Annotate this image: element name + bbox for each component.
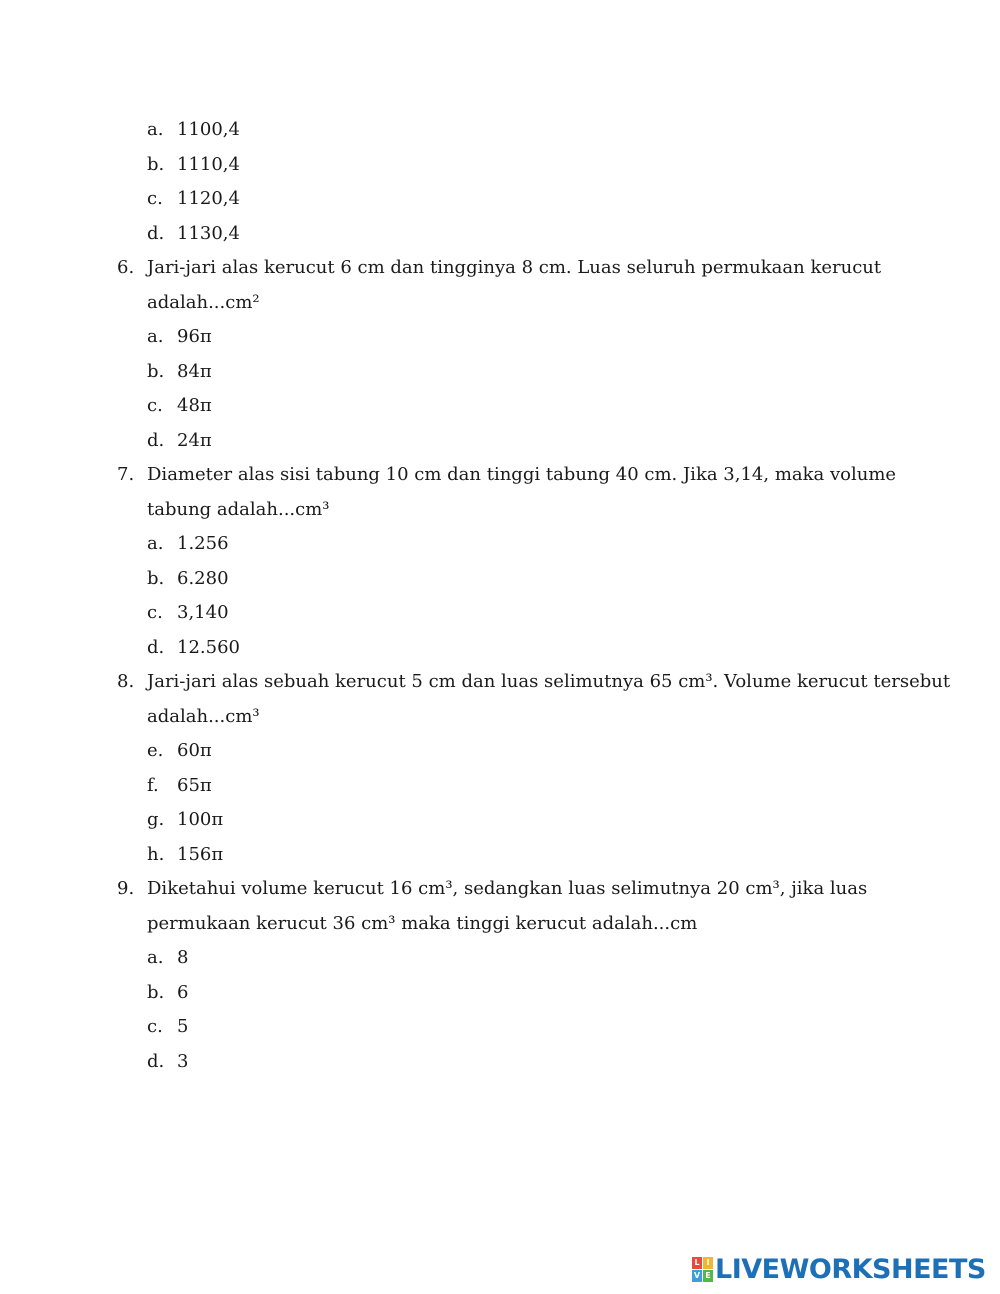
question-text-line2: tabung adalah...cm³ xyxy=(147,499,330,520)
option-text: 12.560 xyxy=(177,637,240,658)
option-text: 3,140 xyxy=(177,602,229,623)
option-text: 65π xyxy=(177,775,212,796)
option-text: 1.256 xyxy=(177,533,229,554)
logo-mark-icon: L I V E xyxy=(692,1257,712,1281)
option-letter: d. xyxy=(147,1051,165,1072)
question-number: 6. xyxy=(117,257,135,278)
option-letter: a. xyxy=(147,326,164,347)
option-text: 96π xyxy=(177,326,212,347)
question-number: 7. xyxy=(117,464,135,485)
option-letter: d. xyxy=(147,637,165,658)
question-text-line1: Diameter alas sisi tabung 10 cm dan tinggi tabung 40 cm. Jika 3,14, maka volume xyxy=(147,464,897,485)
option-text: 6.280 xyxy=(177,568,229,589)
option-text: 1110,4 xyxy=(177,154,240,175)
option-letter: b. xyxy=(147,568,165,589)
option-text: 60π xyxy=(177,740,212,761)
question-number: 8. xyxy=(117,671,135,692)
question-text-line1: Diketahui volume kerucut 16 cm³, sedangkan luas selimutnya 20 cm³, jika luas xyxy=(147,878,868,899)
question-text-line2: permukaan kerucut 36 cm³ maka tinggi kerucut adalah...cm xyxy=(147,913,698,934)
option-text: 1100,4 xyxy=(177,119,240,140)
logo-text: LIVEWORKSHEETS xyxy=(715,1253,986,1285)
option-letter: d. xyxy=(147,430,165,451)
option-letter: h. xyxy=(147,844,165,865)
option-text: 5 xyxy=(177,1016,189,1037)
option-text: 84π xyxy=(177,361,212,382)
option-letter: c. xyxy=(147,1016,163,1037)
option-letter: a. xyxy=(147,947,164,968)
option-letter: c. xyxy=(147,188,163,209)
option-text: 100π xyxy=(177,809,224,830)
option-letter: b. xyxy=(147,361,165,382)
liveworksheets-logo[interactable] xyxy=(692,1254,986,1284)
option-letter: b. xyxy=(147,154,165,175)
option-letter: e. xyxy=(147,740,164,761)
option-letter: a. xyxy=(147,119,164,140)
option-letter: c. xyxy=(147,395,163,416)
option-text: 156π xyxy=(177,844,224,865)
question-text-line1: Jari-jari alas kerucut 6 cm dan tingginya 8 cm. Luas seluruh permukaan kerucut xyxy=(147,257,882,278)
option-text: 48π xyxy=(177,395,212,416)
option-letter: g. xyxy=(147,809,165,830)
question-number: 9. xyxy=(117,878,135,899)
question-text-line2: adalah...cm² xyxy=(147,292,260,313)
option-letter: a. xyxy=(147,533,164,554)
option-text: 1120,4 xyxy=(177,188,240,209)
option-letter: b. xyxy=(147,982,165,1003)
question-text-line1: Jari-jari alas sebuah kerucut 5 cm dan luas selimutnya 65 cm³. Volume kerucut tersebut xyxy=(147,671,951,692)
option-letter: d. xyxy=(147,223,165,244)
option-text: 6 xyxy=(177,982,189,1003)
option-text: 3 xyxy=(177,1051,189,1072)
option-letter: f. xyxy=(147,775,159,796)
option-text: 1130,4 xyxy=(177,223,240,244)
option-text: 8 xyxy=(177,947,189,968)
option-text: 24π xyxy=(177,430,212,451)
option-letter: c. xyxy=(147,602,163,623)
question-text-line2: adalah...cm³ xyxy=(147,706,260,727)
